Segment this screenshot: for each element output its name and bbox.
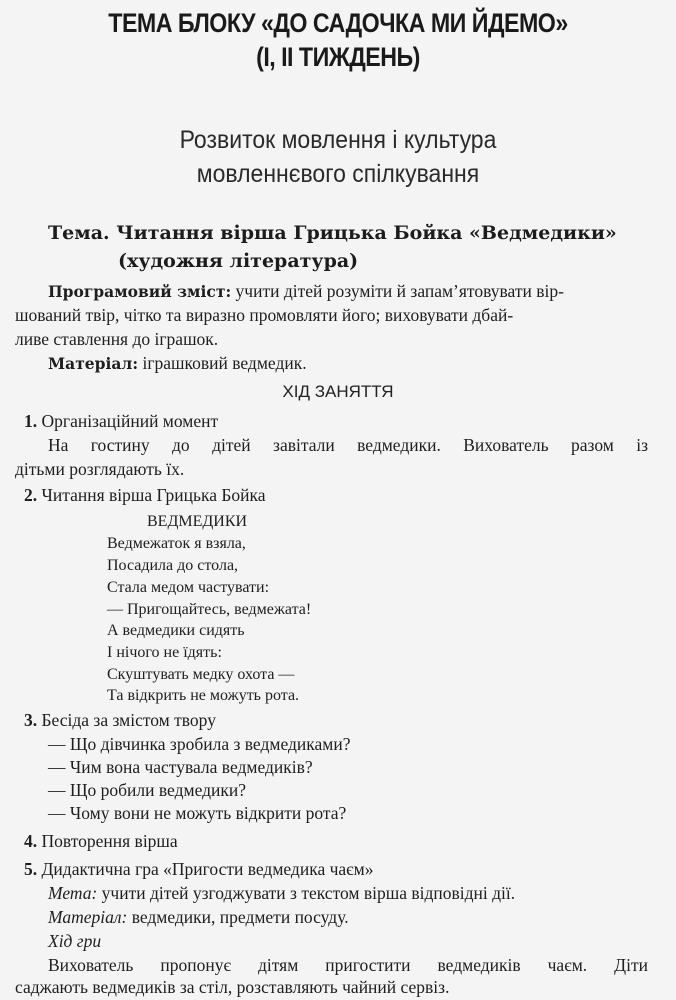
step-title: Організаційний момент	[41, 411, 219, 431]
step-number: 4.	[24, 831, 38, 851]
step-1-title	[24, 410, 218, 432]
poem-line: І нічого не їдять:	[107, 644, 222, 661]
poem-line: А ведмедики сидять	[107, 622, 245, 639]
game-material	[48, 906, 349, 928]
topic-subtitle: (художня література)	[118, 250, 359, 272]
program-content-line2: шований твір, чітко та виразно промовляти його; виховувати дбай-	[15, 305, 514, 325]
program-label: Програмовий зміст:	[48, 282, 232, 301]
material-text: іграшковий ведмедик.	[142, 353, 307, 373]
goal-label: Мета:	[48, 883, 98, 903]
step-title: Читання вірша Грицька Бойка	[41, 485, 266, 505]
poem-line: Посадила до стола,	[107, 557, 239, 574]
goal-text: учити дітей узгоджувати з текстом вірша відповідні дії.	[101, 883, 516, 903]
question-item: — Що дівчинка зробила з ведмедиками?	[48, 734, 351, 754]
block-title-line2: (І, ІІ ТИЖДЕНЬ)	[256, 42, 420, 72]
step-3-title	[24, 709, 216, 731]
step-title: Повторення вірша	[41, 831, 178, 851]
step-title: Дидактична гра «Пригости ведмедика чаєм»	[41, 859, 374, 879]
game-goal	[48, 882, 515, 904]
step-1-text-line1: На гостину до дітей завітали ведмедики. Вихователь разом із	[48, 435, 648, 455]
step-number: 5.	[24, 859, 38, 879]
step-5-title	[24, 858, 374, 880]
poem-line: Скуштувать медку охота —	[107, 666, 295, 683]
game-text-line2: саджають ведмедиків за стіл, розставляють чайний сервіз.	[15, 977, 450, 997]
program-content-line3: ливе ставлення до іграшок.	[15, 329, 219, 349]
question-item: — Чим вона частувала ведмедиків?	[48, 757, 313, 777]
program-text: учити дітей розуміти й запам’ятовувати вір-	[235, 281, 564, 301]
game-course-label: Хід гри	[48, 931, 102, 951]
block-title-line1: ТЕМА БЛОКУ «ДО САДОЧКА МИ ЙДЕМО»	[108, 8, 568, 38]
step-number: 3.	[24, 710, 38, 730]
material-label: Матеріал:	[48, 354, 139, 373]
lesson-topic	[48, 220, 617, 246]
material-line	[48, 352, 307, 375]
game-material-label: Матеріал:	[48, 907, 128, 927]
question-item: — Чому вони не можуть відкрити рота?	[48, 803, 347, 823]
poem-title: ВЕДМЕДИКИ	[147, 513, 248, 530]
game-text-line1: Вихователь пропонує дітям пригостити ведмедиків чаєм. Діти	[48, 955, 648, 975]
poem-line: Ведмежаток я взяла,	[107, 535, 246, 552]
poem-line: Та відкрить не можуть рота.	[107, 687, 300, 704]
game-material-text: ведмедики, предмети посуду.	[131, 907, 349, 927]
step-number: 2.	[24, 485, 38, 505]
topic-label: Тема.	[48, 222, 110, 244]
course-heading: ХІД ЗАНЯТТЯ	[282, 382, 394, 401]
step-title: Бесіда за змістом твору	[41, 710, 216, 730]
question-item: — Що робили ведмедики?	[48, 780, 247, 800]
step-2-title	[24, 484, 266, 506]
program-content-line1	[48, 280, 648, 303]
topic-text: Читання вірша Грицька Бойка «Ведмедики»	[116, 222, 617, 244]
section-title-line2: мовленнєвого спілкування	[196, 160, 480, 188]
poem-line: — Пригощайтесь, ведмежата!	[107, 601, 312, 618]
section-title-line1: Розвиток мовлення і культура	[179, 126, 497, 154]
step-number: 1.	[24, 411, 38, 431]
step-1-text-line2: дітьми розглядають їх.	[15, 459, 185, 479]
step-4-title	[24, 830, 178, 852]
poem-line: Стала медом частувати:	[107, 579, 270, 596]
